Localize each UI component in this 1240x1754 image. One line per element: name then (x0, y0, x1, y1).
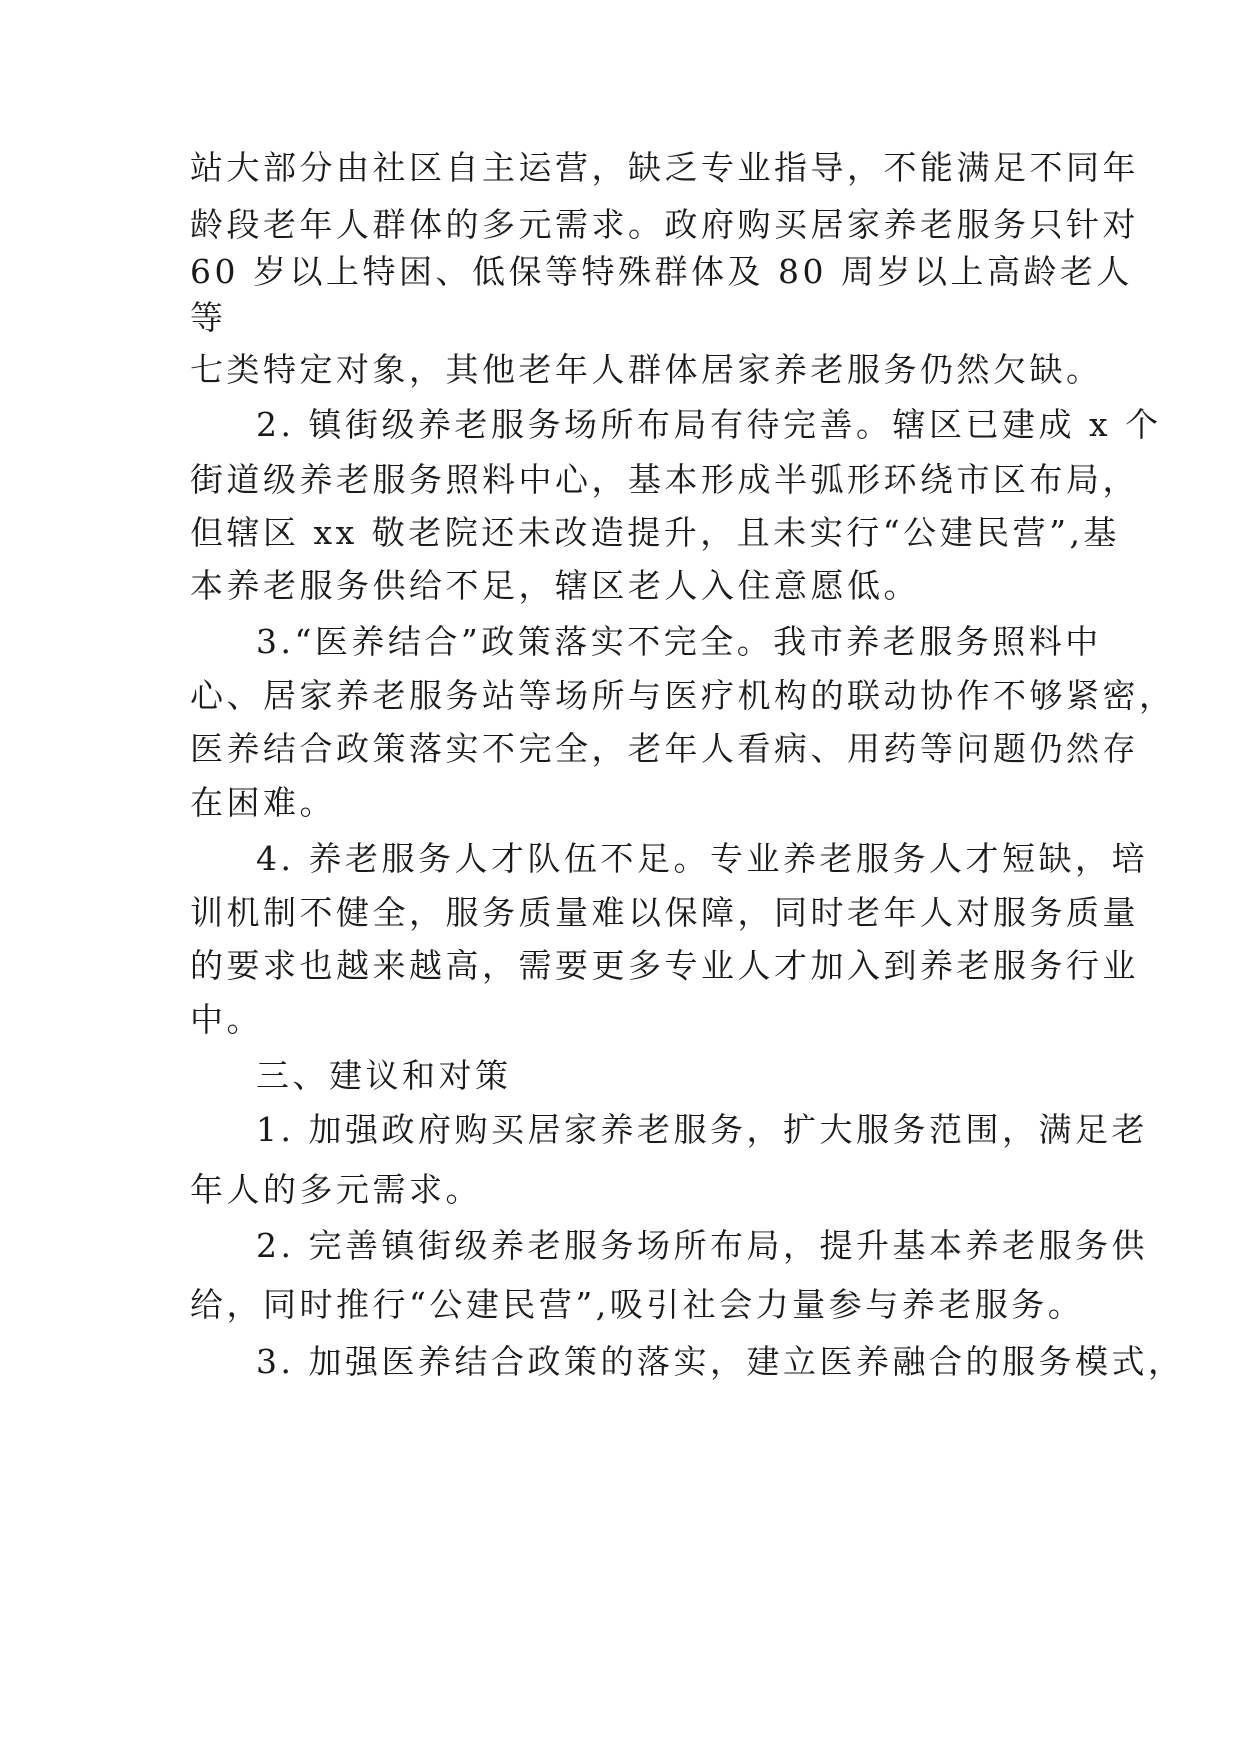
text-line: 等 (190, 298, 227, 337)
text-line: 七类特定对象，其他老年人群体居家养老服务仍然欠缺。 (190, 350, 1103, 389)
text-line: 但辖区 xx 敬老院还未改造提升，且未实行“公建民营”,基 (190, 513, 1120, 552)
text-line: 本养老服务供给不足，辖区老人入住意愿低。 (190, 566, 920, 605)
text-line: 医养结合政策落实不完全，老年人看病、用药等问题仍然存 (190, 729, 1139, 768)
text-line: 站大部分由社区自主运营，缺乏专业指导，不能满足不同年 (190, 148, 1139, 187)
text-line: 4. 养老服务人才队伍不足。专业养老服务人才短缺，培 (256, 839, 1148, 878)
text-line: 3.“医养结合”政策落实不完全。我市养老服务照料中 (256, 622, 1102, 661)
text-line: 年人的多元需求。 (190, 1170, 482, 1209)
text-line: 街道级养老服务照料中心，基本形成半弧形环绕市区布局， (190, 460, 1139, 499)
text-line: 的要求也越来越高，需要更多专业人才加入到养老服务行业 (190, 946, 1139, 985)
section-heading: 三、建议和对策 (256, 1056, 512, 1095)
text-line: 1. 加强政府购买居家养老服务，扩大服务范围，满足老 (256, 1110, 1148, 1149)
text-line: 3. 加强医养结合政策的落实，建立医养融合的服务模式， (256, 1342, 1185, 1381)
text-line: 在困难。 (190, 783, 336, 822)
text-line: 给，同时推行“公建民营”,吸引社会力量参与养老服务。 (190, 1285, 1085, 1324)
text-line: 龄段老年人群体的多元需求。政府购买居家养老服务只针对 (190, 205, 1139, 244)
text-line: 60 岁以上特困、低保等特殊群体及 80 周岁以上高龄老人 (190, 252, 1133, 291)
text-line: 训机制不健全，服务质量难以保障，同时老年人对服务质量 (190, 893, 1139, 932)
text-line: 中。 (190, 1000, 263, 1039)
text-line: 2. 镇街级养老服务场所布局有待完善。辖区已建成 x 个 (256, 405, 1162, 444)
text-line: 心、居家养老服务站等场所与医疗机构的联动协作不够紧密， (190, 676, 1176, 715)
text-line: 2. 完善镇街级养老服务场所布局，提升基本养老服务供 (256, 1226, 1148, 1265)
